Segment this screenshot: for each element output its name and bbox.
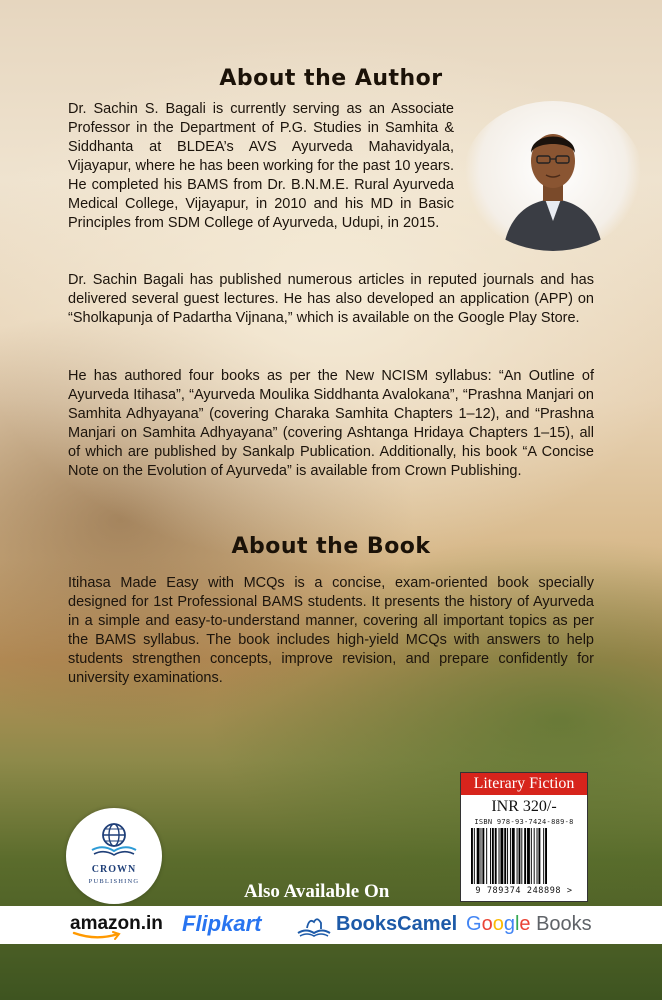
price-box xyxy=(460,772,588,902)
author-bio-paragraph-3: He has authored four books as per the New NCISM syllabus: “An Outline of Ayurveda Itihasa”, “Ayurveda Moulika Siddhanta Avalokana”, “Prashna Manjari on Samhita Adhyayana” (covering Charaka Samhita Chapters 1–12), and “Prashna Manjari on Samhita Adhyayana” (covering Ashtanga Hridaya Chapters 1–15), all of which are published by Sankalp Publication. Additionally, his book “A Concise Note on the Evolution of Ayurveda” is available from Crown Publishing. xyxy=(68,368,594,479)
publisher-name: CROWN xyxy=(91,864,137,875)
book-heading: About the Book xyxy=(231,534,431,559)
author-heading: About the Author xyxy=(219,66,443,91)
flipkart-logo[interactable]: Flipkart xyxy=(182,911,262,936)
also-available-label: Also Available On xyxy=(244,881,390,902)
bookscamel-text: BooksCamel xyxy=(336,913,458,935)
google-books-logo[interactable] xyxy=(466,906,592,944)
camel-book-icon xyxy=(296,913,332,937)
bookscamel-logo[interactable] xyxy=(296,906,457,944)
amazon-text: amazon.in xyxy=(70,913,163,934)
author-bio-paragraph-1: Dr. Sachin S. Bagali is currently serving as an Associate Professor in the Department of P.G. Studies in Samhita & Siddhanta at BLDEA’s AVS Ayurveda Mahavidyala, Vijayapur, where he has been working for the past 10 years. He completed his BAMS from Dr. B.N.M.E. Rural Ayurveda Medical College, Vijayapur, in 2010 and his MD in Basic Principles from SDM College of Ayurveda, Udupi, in 2015. xyxy=(68,101,454,231)
publisher-subtitle: PUBLISHING xyxy=(88,878,140,885)
amazon-logo[interactable] xyxy=(70,906,163,944)
books-word: Books xyxy=(536,913,592,935)
author-photo xyxy=(463,101,643,251)
barcode-icon xyxy=(468,828,580,886)
globe-book-icon xyxy=(66,808,162,864)
barcode-number: 9 789374 248898 > xyxy=(475,886,573,896)
book-description-paragraph: Itihasa Made Easy with MCQs is a concise, exam-oriented book specially designed for 1st Professional BAMS students. It presents the history of Ayurveda in a simple and easy-to-understand manner, covering all important topics as per the BAMS syllabus. The book includes high-yield MCQs with answers to help students strengthen concepts, improve revision, and prepare confidently for university examinations. xyxy=(68,575,594,686)
author-portrait-icon xyxy=(463,101,643,251)
price-label: INR 320/- xyxy=(491,798,557,815)
amazon-smile-icon xyxy=(72,931,124,941)
genre-label: Literary Fiction xyxy=(461,773,587,795)
publisher-logo xyxy=(66,808,162,904)
store-logos-bar xyxy=(0,906,662,944)
author-bio-paragraph-2: Dr. Sachin Bagali has published numerous articles in reputed journals and has delivered several guest lectures. He has also developed an application (APP) on “Sholkapunja of Padartha Vijnana,” which is available on the Google Play Store. xyxy=(68,272,594,326)
google-word: Google xyxy=(466,913,531,935)
isbn-text: ISBN 978-93-7424-889-8 xyxy=(474,818,574,826)
